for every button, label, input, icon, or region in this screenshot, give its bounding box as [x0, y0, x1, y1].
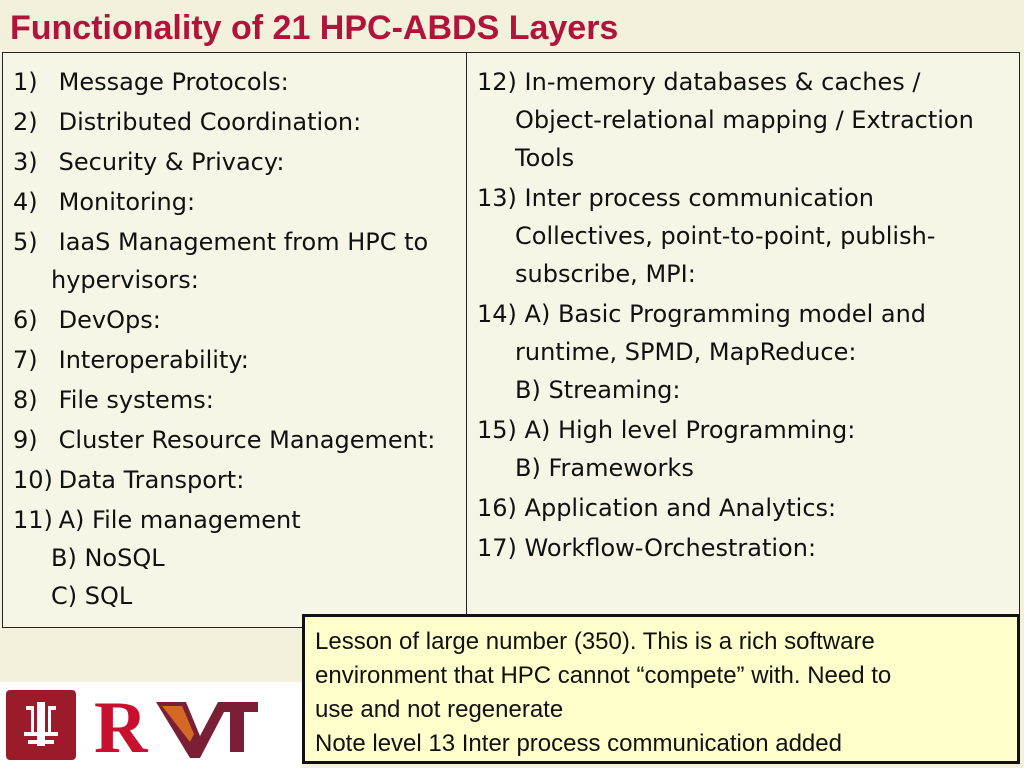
layer-label: Inter process communication [524, 184, 874, 212]
layer-item [13, 461, 466, 499]
layer-label: Interoperability: [58, 346, 249, 374]
layer-number: 14) [477, 300, 517, 328]
layer-label-continued: subscribe, MPI: [515, 260, 696, 288]
layer-label-continued: runtime, SPMD, MapReduce: [515, 338, 857, 366]
layer-label: A) Basic Programming model and [524, 300, 927, 328]
layer-number: 10) [13, 466, 53, 494]
lesson-note-box [302, 614, 1020, 764]
layer-number: 6) [13, 306, 38, 334]
logos-strip [0, 682, 302, 768]
rvt-logo [92, 688, 298, 760]
layer-label: Distributed Coordination: [58, 108, 362, 136]
layer-number: 11) [13, 506, 53, 534]
slide-title: Functionality of 21 HPC-ABDS Layers [10, 9, 619, 47]
layer-label: Application and Analytics: [524, 494, 837, 522]
note-line: use and not regenerate [315, 696, 564, 723]
layer-label: File systems: [58, 386, 214, 414]
layer-label: In-memory databases & caches / [524, 68, 921, 96]
layer-label: A) High level Programming: [524, 416, 856, 444]
layer-label: Cluster Resource Management: [58, 426, 436, 454]
layer-item [477, 63, 1019, 177]
layer-item [13, 63, 466, 101]
iu-trident-logo [6, 690, 76, 760]
note-line: Lesson of large number (350). This is a rich software [315, 628, 875, 655]
layers-table [2, 52, 1020, 628]
note-line: Note level 13 Inter process communication added [315, 730, 842, 757]
layer-item [477, 489, 1019, 527]
layer-item [13, 421, 466, 459]
layer-label-continued: hypervisors: [51, 266, 199, 294]
layer-item [477, 529, 1019, 567]
layer-label: Message Protocols: [58, 68, 289, 96]
layer-item [13, 143, 466, 181]
layer-item [13, 341, 466, 379]
layer-item [13, 501, 466, 615]
layer-number: 7) [13, 346, 38, 374]
layer-label: Data Transport: [58, 466, 245, 494]
layers-left-column [3, 53, 467, 627]
layer-item [477, 295, 1019, 409]
layer-item [13, 301, 466, 339]
layer-label: Workflow-Orchestration: [524, 534, 817, 562]
layer-number: 9) [13, 426, 38, 454]
layer-item [477, 179, 1019, 293]
layer-number: 2) [13, 108, 38, 136]
layer-item [13, 223, 466, 299]
layer-label-continued: B) Frameworks [515, 454, 694, 482]
layer-label-continued: Object-relational mapping / Extraction [515, 106, 974, 134]
svg-text:R: R [94, 688, 148, 760]
layers-right-column [467, 53, 1019, 627]
layer-item [13, 103, 466, 141]
layer-number: 13) [477, 184, 517, 212]
layer-label: IaaS Management from HPC to [58, 228, 429, 256]
layer-label: A) File management [58, 506, 301, 534]
layer-label-continued: B) NoSQL [51, 544, 165, 572]
layer-item [477, 411, 1019, 487]
layer-number: 4) [13, 188, 38, 216]
layer-label-continued: Tools [515, 144, 575, 172]
layer-label-continued: Collectives, point-to-point, publish- [515, 222, 936, 250]
layer-number: 1) [13, 68, 38, 96]
note-line: environment that HPC cannot “compete” with. Need to [315, 662, 892, 689]
layer-item [13, 183, 466, 221]
layer-label: Security & Privacy: [58, 148, 285, 176]
layer-number: 3) [13, 148, 38, 176]
layer-item [13, 381, 466, 419]
layer-label: Monitoring: [58, 188, 196, 216]
layer-number: 8) [13, 386, 38, 414]
layer-label-continued: B) Streaming: [515, 376, 681, 404]
layer-number: 16) [477, 494, 517, 522]
layer-number: 5) [13, 228, 38, 256]
layer-label-continued: C) SQL [51, 582, 133, 610]
layer-number: 12) [477, 68, 517, 96]
layer-number: 17) [477, 534, 517, 562]
layer-label: DevOps: [58, 306, 161, 334]
layer-number: 15) [477, 416, 517, 444]
